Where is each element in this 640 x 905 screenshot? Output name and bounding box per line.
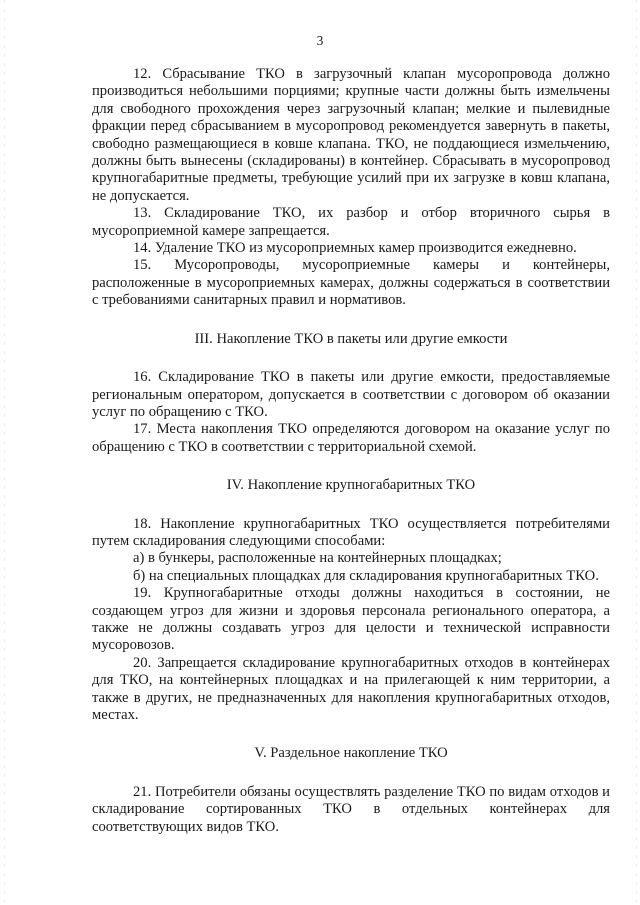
scan-edge-left [4,0,5,905]
paragraph-18: 18. Накопление крупногабаритных ТКО осуществляется потребителями путем складирования следующими способами: [92,515,610,549]
paragraph-17: 17. Места накопления ТКО определяются договором на оказание услуг по обращению с ТКО в соответствии с территориальной схемой. [92,421,610,455]
scan-edge-right [636,0,637,905]
paragraph-19: 19. Крупногабаритные отходы должны находиться в состоянии, не создающем угроз для жизни и здоровья персонала регионального оператора, а также не должны создавать угроз для целости и технической исправности мусоровозов. [92,585,610,654]
page-number: 3 [316,33,324,48]
paragraph-21: 21. Потребители обязаны осуществлять разделение ТКО по видам отходов и складирование сортированных ТКО в отдельных контейнерах для соответствующих видов ТКО. [92,783,610,835]
list-item-a: а) в бункеры, расположенные на контейнерных площадках; [133,550,502,567]
paragraph-16: 16. Складирование ТКО в пакеты или другие емкости, предоставляемые региональным оператором, допускается в соответствии с договором об оказании услуг по обращению с ТКО. [92,369,610,420]
document-body [92,66,610,836]
section-heading-iii: III. Накопление ТКО в пакеты или другие емкости [194,330,508,347]
section-heading-iv: IV. Накопление крупногабаритных ТКО [226,477,476,494]
paragraph-14: 14. Удаление ТКО из мусороприемных камер производится ежедневно. [133,240,577,257]
section-heading-v: V. Раздельное накопление ТКО [254,745,448,762]
paragraph-13: 13. Складирование ТКО, их разбор и отбор вторичного сырья в мусороприемной камере запрещается. [92,205,610,239]
paragraph-15: 15. Мусоропроводы, мусороприемные камеры и контейнеры, расположенные в мусороприемных камерах, должны содержаться в соответствии с требованиями санитарных правил и нормативов. [92,257,610,309]
paragraph-20: 20. Запрещается складирование крупногабаритных отходов в контейнерах для ТКО, на контейнерных площадках и на прилегающей к ним территории, а также в других, не предназначенных для накопления крупногабаритных отходов, местах. [92,654,610,723]
paragraph-12: 12. Сбрасывание ТКО в загрузочный клапан мусоропровода должно производиться небольшими порциями; крупные части должны быть измельчены для свободного прохождения через загрузочный клапан; мелкие и пылевидные фракции перед сбрасыванием в мусоропровод рекомендуется завернуть в пакеты, свободно размещающиеся в ковше клапана. ТКО, не поддающиеся измельчению, должны быть вынесены (складированы) в контейнер. Сбрасывать в мусоропровод крупногабаритные предметы, требующие усилий при их загрузке в ковш клапана, не допускается. [92,66,610,204]
list-item-b: б) на специальных площадках для складирования крупногабаритных ТКО. [133,567,599,584]
